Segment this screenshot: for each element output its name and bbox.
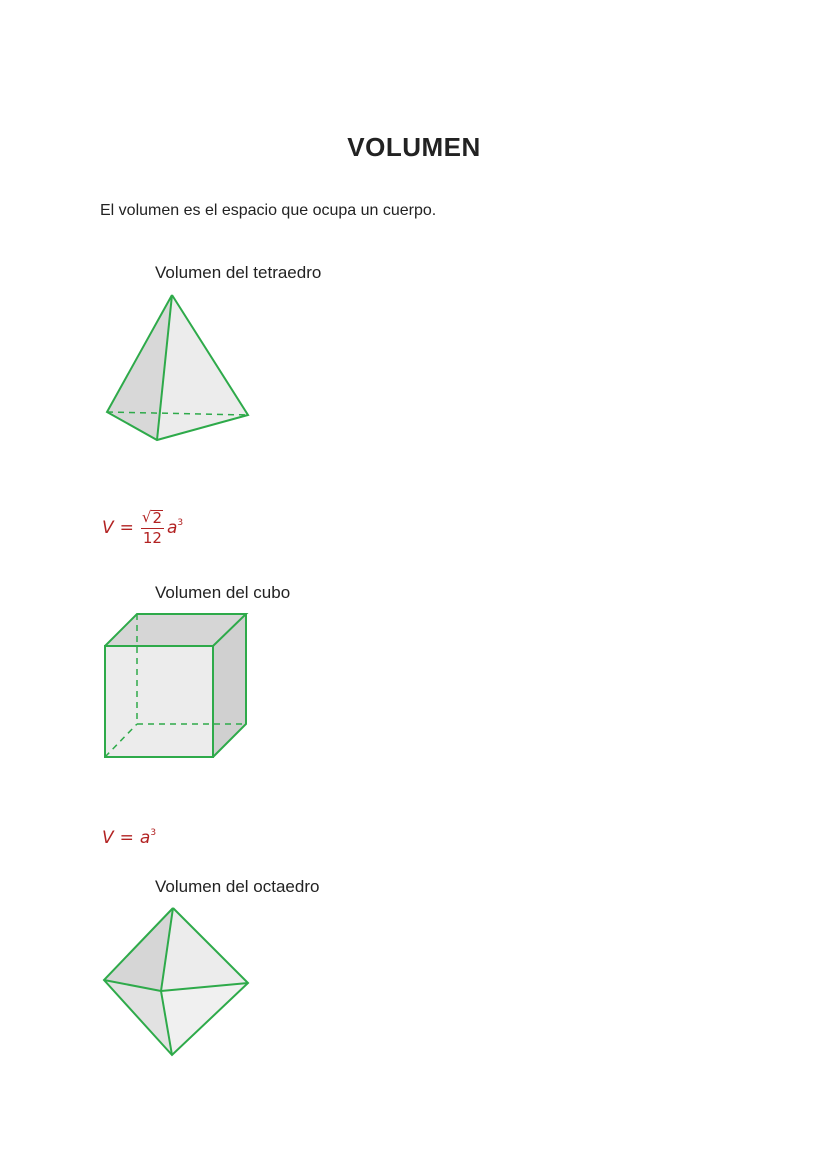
tetrahedron-icon [100, 290, 260, 445]
page-title: VOLUMEN [347, 132, 481, 162]
formula-variable: $a^3$ [167, 518, 184, 538]
tetrahedron-formula [102, 510, 183, 546]
fraction-denominator: 12 [142, 529, 162, 547]
octahedron-icon [100, 905, 260, 1060]
cube-formula [102, 828, 156, 848]
cube-icon [100, 610, 260, 765]
formula-lhs: V [102, 828, 114, 848]
formula-fraction [140, 510, 165, 546]
intro-text: El volumen es el espacio que ocupa un cuerpo. [100, 202, 437, 219]
fraction-numerator [140, 510, 165, 528]
tetrahedron-label: Volumen del tetraedro [155, 263, 322, 282]
octahedron-label: Volumen del octaedro [155, 877, 320, 896]
formula-equals: = [119, 518, 134, 538]
formula-exponent: 3 [150, 828, 157, 838]
formula-variable: $a^3$ [139, 828, 157, 848]
formula-lhs: V [102, 518, 114, 538]
fraction-radicand: 2 [152, 509, 162, 527]
formula-exponent: 3 [177, 518, 184, 528]
formula-equals: = [119, 828, 134, 848]
sqrt-icon: √ [141, 508, 152, 526]
cube-label: Volumen del cubo [155, 583, 291, 602]
